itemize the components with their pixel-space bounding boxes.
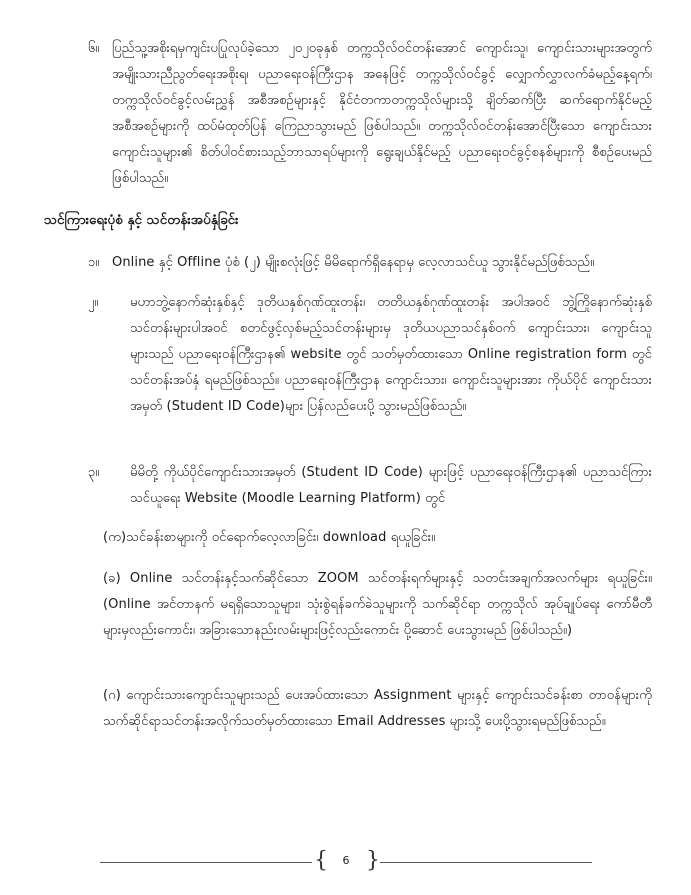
item-3-sub-ka: (က)သင်ခန်းစာများကို ဝင်ရောက်လေ့လာခြင်း၊ download ရယူခြင်း။ bbox=[103, 530, 436, 545]
page-number: 6 bbox=[342, 854, 350, 867]
item-3-sub-kha: (ခ) Online သင်တန်းနှင့်သက်ဆိုင်သော ZOOM သင်တန်းရက်များနှင့် သတင်းအချက်အလက်များ ရယူခြင်း။ (Online အင်တာနက် မရရှိသောသူများ၊ သုံးစွဲရန်ခက်ခဲသူများကို သက်ဆိုင်ရာ တက္ကသိုလ် အုပ်ချုပ်ရေး ကော်မီတီများမှလည်းကောင်း၊ အခြားသောနည်းလမ်းများဖြင့်လည်းကောင်း ပို့ဆောင် ပေးသွားမည် ဖြစ်ပါသည်။) bbox=[103, 571, 652, 638]
footer-brace-left: { bbox=[314, 848, 328, 873]
section-heading: သင်ကြားရေးပုံစံ နှင့် သင်တန်းအပ်နှံခြင်း bbox=[44, 212, 239, 228]
item-3-sub-ga: (ဂ) ကျောင်းသားကျောင်းသူများသည် ပေးအပ်ထားသော Assignment များနှင့် ကျောင်းသင်ခန်းစာ တာဝန်များကို သက်ဆိုင်ရာသင်တန်းအလိုက်သတ်မှတ်ထားသော Email Addresses များသို့ ပေးပို့သွားရမည်ဖြစ်သည်။ bbox=[103, 688, 652, 729]
section-6-paragraph: ပြည်သူ့အစိုးရမှကျင်းပပြုလုပ်ခဲ့သော ၂၀၂၀ခုနှစ် တက္ကသိုလ်ဝင်တန်းအောင် ကျောင်းသူ၊ ကျောင်းသားများအတွက် အမျိုးသားညီညွတ်ရေးအစိုးရ၊ ပညာရေးဝန်ကြီးဌာန အနေဖြင့် တက္ကသိုလ်ဝင်ခွင့် လျှောက်လွှာလက်ခံမည့်နေ့ရက်၊ တက္ကသိုလ်ဝင်ခွင့်လမ်းညွှန် အစီအစဉ်များနှင့် နိုင်ငံတကာတက္ကသိုလ်များသို့ ချိတ်ဆက်ပြီး ဆက်ရောက်နိုင်မည့် အစီအစဉ်များကို ထပ်မံထုတ်ပြန် ကြေညာသွားမည် ဖြစ်ပါသည်။ တက္ကသိုလ်ဝင်တန်းအောင်ပြီးသော ကျောင်းသားကျောင်းသူများ၏ စိတ်ပါဝင်စားသည့်ဘာသာရပ်များကို ရွေးချယ်နိုင်မည့် ပညာရေးဝင်ခွင့်စနစ်များကို စီစဉ်ပေးမည် ဖြစ်ပါသည်။ bbox=[112, 41, 652, 186]
item-3-paragraph: မိမိတို့ ကိုယ်ပိုင်ကျောင်းသားအမှတ် (Student ID Code) များဖြင့် ပညာရေးဝန်ကြီးဌာန၏ ပညာသင်ကြားသင်ယူရေး Website (Moodle Learning Platform) တွင် bbox=[130, 465, 652, 506]
item-1-text: Online နှင့် Offline ပုံစံ (၂) မျိုးစလုံးဖြင့် မိမိရောက်ရှိနေရာမှ လေ့လာသင်ယူ သွားနိုင်မည်ဖြစ်သည်။ bbox=[112, 255, 595, 270]
item-3-number: ၃။ bbox=[88, 465, 100, 480]
footer-rule-right bbox=[380, 862, 592, 863]
section-6-number: ၆။ bbox=[88, 41, 100, 56]
item-1-number: ၁။ bbox=[88, 255, 100, 270]
item-2-paragraph: မဟာဘွဲ့နောက်ဆုံးနှစ်နှင့် ဒုတိယနှစ်ဂုဏ်ထူးတန်း၊ တတိယနှစ်ဂုဏ်ထူးတန်း အပါအဝင် ဘွဲ့ကြိုနောက်ဆုံးနှစ် သင်တန်းများပါအဝင် စတင်ဖွင့်လှစ်မည့်သင်တန်းများမှ ဒုတိယပညာသင်နှစ်ဝက် ကျောင်းသား၊ ကျောင်းသူများသည် ပညာရေးဝန်ကြီးဌာန၏ website တွင် သတ်မှတ်ထားသော Online registration form တွင် သင်တန်းအပ်နှံ ရမည်ဖြစ်သည်။ ပညာရေးဝန်ကြီးဌာန ကျောင်းသား၊ ကျောင်းသူများအား ကိုယ်ပိုင် ကျောင်းသားအမှတ် (Student ID Code)များ ပြန်လည်ပေးပို့ သွားမည်ဖြစ်သည်။ bbox=[130, 295, 652, 414]
footer-brace-right: } bbox=[366, 848, 380, 873]
item-2-number: ၂။ bbox=[88, 295, 99, 310]
footer-rule-left bbox=[100, 862, 312, 863]
